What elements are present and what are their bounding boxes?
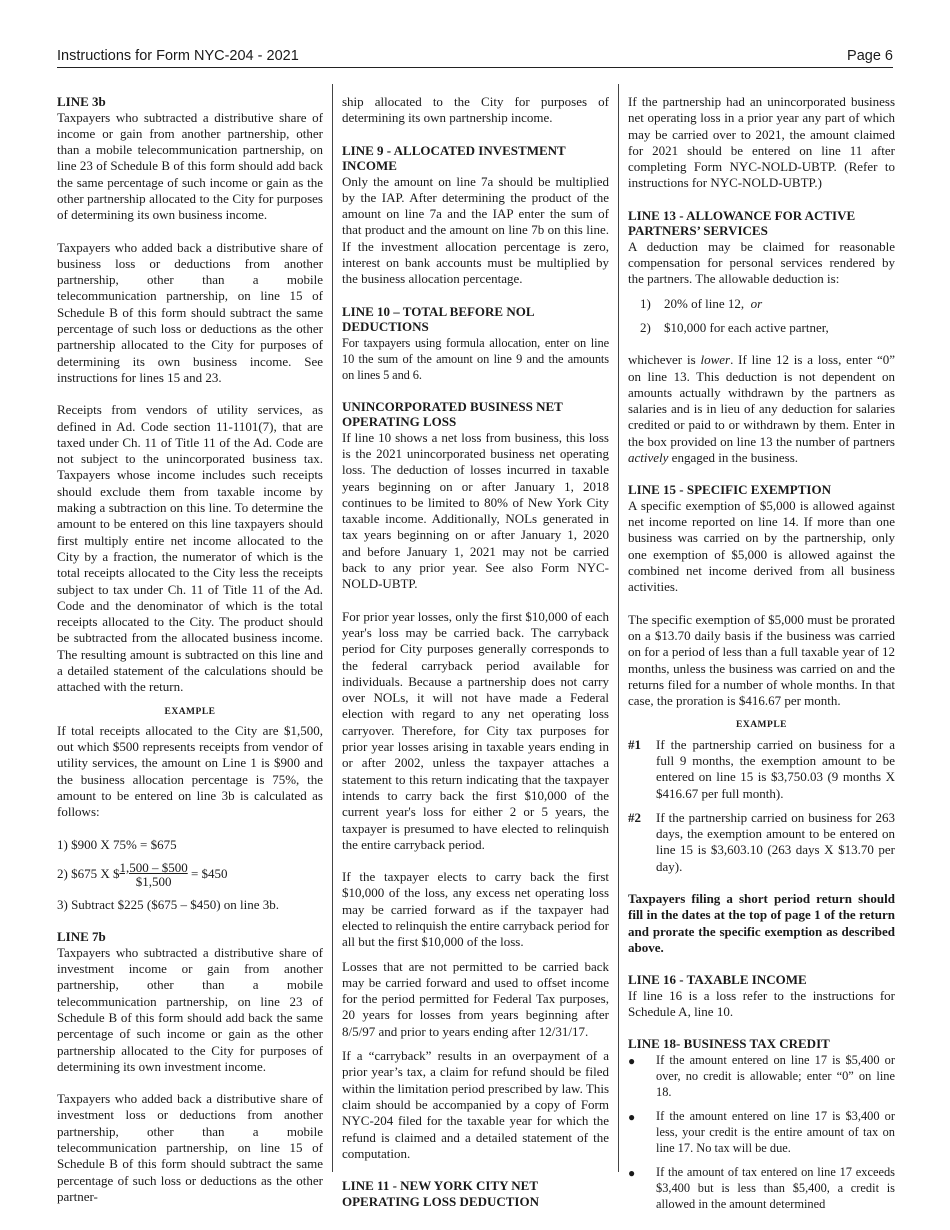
list-item xyxy=(628,320,895,336)
paragraph: For taxpayers using formula allocation, enter on line 10 the sum of the amount on line 9 and the amounts on lines 5 and 6. xyxy=(342,335,609,382)
section-heading-nol: UNINCORPORATED BUSINESS NET OPERATING LOSS xyxy=(342,398,563,430)
column-middle xyxy=(342,94,609,1209)
calc-step-2-result: = $450 xyxy=(187,865,228,881)
example-item xyxy=(628,737,895,802)
example-item xyxy=(628,810,895,875)
paragraph: ship allocated to the City for purposes of determining its own partnership income. xyxy=(342,94,609,126)
bullet-item xyxy=(628,1108,895,1156)
paragraph: A deduction may be claimed for reasonable compensation for personal services rendered by the partners. The allowable deduction is: xyxy=(628,238,895,287)
bullet-item xyxy=(628,1164,895,1212)
list-item-text-main: 20% of line 12, xyxy=(664,295,745,311)
paragraph: If total receipts allocated to the City are $1,500, out which $500 represents receipts from vendor of utility services, the amount on Line 1 is $900 and the business allocation percentage is 75%, the amount to be entered on line 3b is calculated as follows: xyxy=(57,722,323,820)
page-number: Page 6 xyxy=(847,48,893,64)
document-title: Instructions for Form NYC-204 - 2021 xyxy=(57,48,299,64)
section-heading-line-15: LINE 15 - SPECIFIC EXEMPTION xyxy=(628,482,831,498)
list-marker: 1) xyxy=(640,295,651,311)
section-heading-line-11: LINE 11 - NEW YORK CITY NET OPERATING LOSS DEDUCTION xyxy=(342,1178,539,1209)
paragraph: Receipts from vendors of utility services, as defined in Ad. Code section 11-1101(7), that are taxed under Ch. 11 of Title 11 of the Ad. Code are not subject to the unincorporated business tax. Taxpayers whose income includes such receipts should exclude them from taxable income by making a subtraction on this line. To determine the amount to be entered on this line taxpayers should first multiply entire net income allocated to the City by a fraction, the numerator of which is the total receipts allocated to the City less the receipts subject to tax under Ch. 11 of Title 11 of the Ad. Code and the denominator of which is the total receipts allocated to the City. The product should be subtracted from the allocated business income. The resulting amount is subtracted on this line and a detailed statement of the calculations should be attached with the return. xyxy=(57,402,323,695)
paragraph: For prior year losses, only the first $10,000 of each year's loss may be carried back. The carryback period for City purposes generally corresponds to the federal carryback period available for individuals. Because a partnership does not carry over NOLs, it will not have made a Federal election with regard to any net operating loss carryover. Therefore, for City tax purposes for prior year losses arising in taxable years ending in or after 2002, unless the taxpayer attaches a statement to this return indicating that the taxpayer intends to carry back the first $10,000 of the current year's loss for either 2 or 5 years, the taxpayer is presumed to have elected to relinquish the entire carryback period. xyxy=(342,608,609,852)
calc-step-2 xyxy=(57,861,323,889)
bullet-item xyxy=(628,1052,895,1100)
example-text: If the partnership carried on business for 263 days, the exemption amount to be entered on line 15 is $3,603.10 (263 days X $13.70 per day). xyxy=(656,809,895,874)
example-marker: #2 xyxy=(628,809,641,825)
bullet-text: If the amount entered on line 17 is $5,400 or over, no credit is allowable; enter “0” on line 18. xyxy=(656,1052,895,1099)
example-marker: #1 xyxy=(628,736,641,752)
section-heading-line-9: LINE 9 - ALLOCATED INVESTMENT INCOME xyxy=(342,142,566,174)
list-item-emphasis: or xyxy=(750,295,763,311)
paragraph: If line 10 shows a net loss from business, this loss is the 2021 unincorporated business net operating loss. The deduction of losses incurred in taxable years beginning on or after January 1, 2018 continues to be limited to 80% of New York City taxable income. Additionally, NOLs generated in tax years beginning on or after January 1, 2020 and before January 1, 2021 may not be carried back to any prior year. See also Form NYC-NOLD-UBTP. xyxy=(342,429,609,592)
column-left xyxy=(57,94,323,1205)
fraction xyxy=(119,861,187,889)
paragraph: The specific exemption of $5,000 must be prorated on a $13.70 daily basis if the business was carried on for a period of less than a full taxable year of 12 months, unless the business was carried on and the returns filed for a number of whole months. In that case, the proration is $416.67 per month. xyxy=(628,611,895,709)
calc-step-3: 3) Subtract $225 ($675 – $450) on line 3b. xyxy=(57,896,280,912)
fraction-numerator: 1,500 – $500 xyxy=(119,859,188,875)
fraction-denominator: $1,500 xyxy=(135,873,172,889)
paragraph: Taxpayers who added back a distributive share of business loss or deductions from another partnership, other than a mobile telecommunication partnership, on line 15 of Schedule B of this form should subtract the same percentage of such loss or deductions as the other partnership allocated to the City for purposes of determining its own business income. See instructions for lines 15 and 23. xyxy=(57,239,323,385)
section-heading-line-16: LINE 16 - TAXABLE INCOME xyxy=(628,972,807,988)
paragraph: If the partnership had an unincorporated business net operating loss in a prior year any part of which may be carried over to 2021, the amount claimed for 2021 should be entered on line 11 after completing Form NYC-NOLD-UBTP. (Refer to instructions for NYC-NOLD-UBTP.) xyxy=(628,94,895,191)
section-heading-line-7b: LINE 7b xyxy=(57,929,106,945)
text-run: engaged in the business. xyxy=(668,450,799,466)
paragraph xyxy=(628,352,895,466)
example-label: EXAMPLE xyxy=(736,720,787,731)
bullet-text: If the amount entered on line 17 is $3,400 or less, your credit is the entire amount of tax on line 17. No tax will be due. xyxy=(656,1108,895,1155)
paragraph: If the taxpayer elects to carry back the first $10,000 of the loss, any excess net operating loss may be carried forward as if the taxpayer had elected to relinquish the entire carryback period for all but the first $10,000 of the loss. xyxy=(342,869,609,950)
paragraph: A specific exemption of $5,000 is allowed against net income reported on line 14. If more than one business was carried on by the partnership, only one exemption of $5,000 is allowed against the combined net income derived from all business activities. xyxy=(628,497,895,595)
section-heading-line-10: LINE 10 – TOTAL BEFORE NOL DEDUCTIONS xyxy=(342,303,534,335)
bullet-text: If the amount of tax entered on line 17 exceeds $3,400 but is less than $5,400, a credit is allowed in the amount determined xyxy=(656,1164,895,1211)
paragraph: Taxpayers who subtracted a distributive share of investment income or gain from another partnership, other than a mobile telecommunication partnership, on line 23 of Schedule B of this form should add back the same percentage of such income or gain as the other partnership allocated to the City for purposes of determining its own investment income. xyxy=(57,944,323,1074)
paragraph: Only the amount on line 7a should be multiplied by the IAP. After determining the product of the amount on line 7a and the IAP enter the sum of that product and the amount on line 7b on this line. If the investment allocation percentage is zero, interest on bank accounts must be multiplied by the business allocation percentage. xyxy=(342,173,609,287)
paragraph: Losses that are not permitted to be carried back may be carried forward and used to offset income for the period permitted for Federal Tax purposes, 20 years for losses from years beginning after 8/5/97 and prior to years ending after 12/31/17. xyxy=(342,958,609,1039)
bullet-icon: ● xyxy=(628,1109,636,1124)
list-marker: 2) xyxy=(640,319,651,335)
example-text: If the partnership carried on business for a full 9 months, the exemption amount to be entered on line 15 is $3,750.03 (9 months X $416.67 per full month). xyxy=(656,736,895,801)
paragraph: Taxpayers who added back a distributive share of investment loss or deductions from another partnership, other than a mobile telecommunication partnership, on line 15 of Schedule B of this form should subtract the same percentage of such loss or deductions as the other partner- xyxy=(57,1091,323,1204)
emphasis-actively: actively xyxy=(628,450,669,466)
bullet-icon: ● xyxy=(628,1053,636,1068)
paragraph: If line 16 is a loss refer to the instructions for Schedule A, line 10. xyxy=(628,987,895,1020)
section-heading-line-3b: LINE 3b xyxy=(57,94,106,109)
section-heading-line-13: LINE 13 - ALLOWANCE FOR ACTIVE PARTNERS’ SERVICES xyxy=(628,207,856,239)
short-period-notice: Taxpayers filing a short period return should fill in the dates at the top of page 1 of the return and prorate the specific exemption as described above. xyxy=(628,891,895,955)
page-header xyxy=(57,40,893,68)
calc-step-1: 1) $900 X 75% = $675 xyxy=(57,836,177,852)
list-item-text: $10,000 for each active partner, xyxy=(664,319,829,335)
text-run: whichever is xyxy=(628,352,701,368)
column-divider xyxy=(332,84,333,1172)
column-right xyxy=(628,94,895,1212)
example-label: EXAMPLE xyxy=(164,706,216,717)
section-heading-line-18: LINE 18- BUSINESS TAX CREDIT xyxy=(628,1036,830,1052)
column-divider xyxy=(618,84,619,1172)
paragraph: Taxpayers who subtracted a distributive share of income or gain from another partnership, other than a mobile telecommunication partnership, on line 23 of Schedule B of this form should add back the same percentage of such income or gain as the other partnership allocated to the City for purposes of determining its own business income. xyxy=(57,109,323,223)
text-run: . If line 12 is a loss, enter “0” on line 13. This deduction is not dependent on amounts actually withdrawn by the partners as salaries and is in lieu of any deduction for salaries credited or paid to or withdrawn by them. Enter in the box provided on line 13 the number of partners xyxy=(628,352,896,449)
calc-step-2-prefix: 2) $675 X $ xyxy=(57,865,120,881)
emphasis-lower: lower xyxy=(700,352,731,368)
paragraph: If a “carryback” results in an overpayment of a prior year’s tax, a claim for refund should be filed within the limitation period prescribed by law. This claim should be accompanied by a copy of Form NYC-204 filed for the taxable year for which the refund is claimed and a detailed statement of the computation. xyxy=(342,1048,609,1161)
list-item xyxy=(628,296,895,312)
bullet-icon: ● xyxy=(628,1165,636,1180)
list-item-text xyxy=(664,296,762,312)
